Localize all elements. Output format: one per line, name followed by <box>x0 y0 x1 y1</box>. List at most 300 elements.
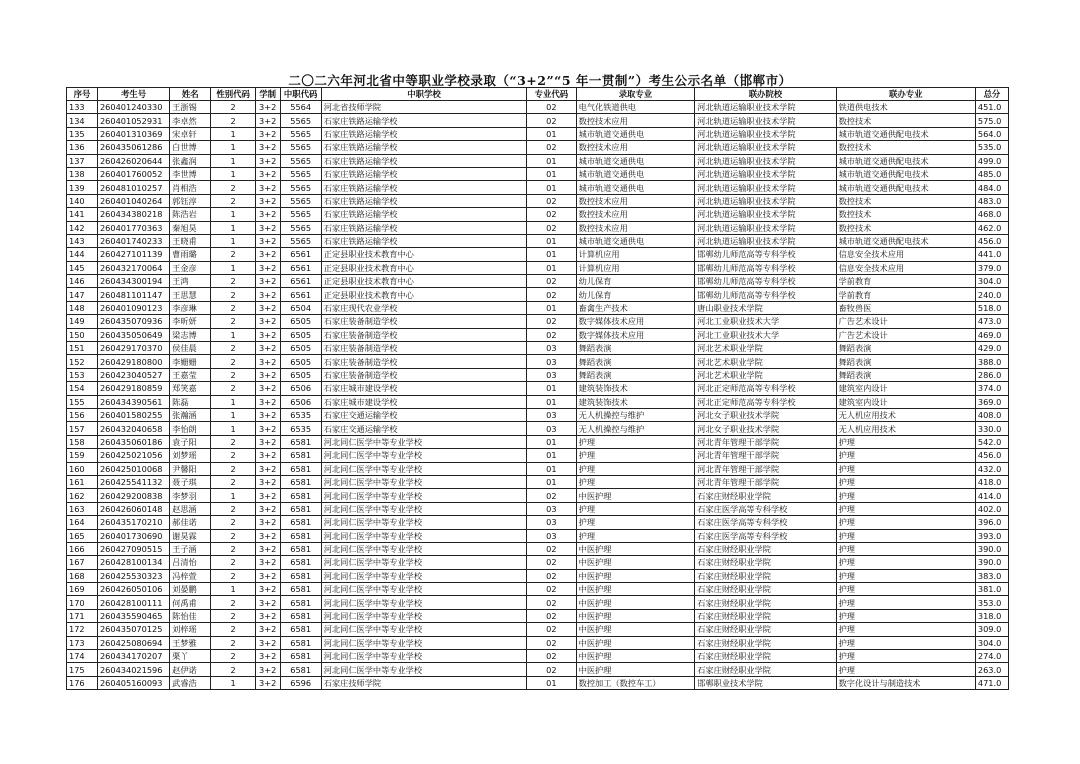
cell-partner-major: 舞蹈表演 <box>836 355 975 368</box>
cell-seq: 158 <box>67 435 98 448</box>
cell-seq: 136 <box>67 141 98 154</box>
cell-name: 李世博 <box>170 167 211 180</box>
cell-school-code: 5565 <box>280 114 321 127</box>
cell-major: 数控技术应用 <box>576 221 695 234</box>
cell-major: 电气化铁道供电 <box>576 101 695 114</box>
cell-gender-code: 1 <box>211 676 255 689</box>
cell-school: 石家庄装备制造学校 <box>321 368 526 381</box>
cell-major: 畜禽生产技术 <box>576 301 695 314</box>
cell-school-code: 6506 <box>280 395 321 408</box>
cell-major-code: 02 <box>527 194 577 207</box>
cell-name: 秦旭昊 <box>170 221 211 234</box>
cell-major-code: 01 <box>527 475 577 488</box>
cell-total-score: 396.0 <box>975 516 1008 529</box>
cell-total-score: 441.0 <box>975 248 1008 261</box>
cell-major-code: 01 <box>527 449 577 462</box>
cell-major-code: 02 <box>527 489 577 502</box>
cell-school-code: 6596 <box>280 676 321 689</box>
cell-major-code: 01 <box>527 248 577 261</box>
cell-exam-no: 260401760052 <box>97 167 169 180</box>
cell-seq: 153 <box>67 368 98 381</box>
cell-gender-code: 2 <box>211 529 255 542</box>
cell-partner-college: 邯郸幼儿师范高等专科学校 <box>695 275 836 288</box>
cell-gender-code: 2 <box>211 542 255 555</box>
cell-exam-no: 260435070125 <box>97 623 169 636</box>
cell-total-score: 518.0 <box>975 301 1008 314</box>
cell-partner-major: 广告艺术设计 <box>836 315 975 328</box>
cell-partner-college: 河北轨道运输职业技术学院 <box>695 114 836 127</box>
cell-major: 舞蹈表演 <box>576 355 695 368</box>
table-row <box>67 408 1009 421</box>
cell-seq: 174 <box>67 650 98 663</box>
table-row <box>67 114 1009 127</box>
cell-school-code: 6561 <box>280 248 321 261</box>
cell-total-score: 369.0 <box>975 395 1008 408</box>
table-row <box>67 275 1009 288</box>
cell-total-score: 575.0 <box>975 114 1008 127</box>
cell-partner-major: 护理 <box>836 542 975 555</box>
cell-name: 王晓甫 <box>170 234 211 247</box>
cell-program-length: 3+2 <box>255 208 280 221</box>
cell-school-code: 6505 <box>280 368 321 381</box>
cell-school-code: 5565 <box>280 167 321 180</box>
cell-seq: 139 <box>67 181 98 194</box>
cell-school: 河北同仁医学中等专业学校 <box>321 542 526 555</box>
cell-exam-no: 260401740233 <box>97 234 169 247</box>
col-header-name: 姓名 <box>170 88 211 101</box>
cell-name: 李卓然 <box>170 114 211 127</box>
cell-school-code: 5565 <box>280 127 321 140</box>
cell-major-code: 01 <box>527 127 577 140</box>
cell-seq: 150 <box>67 328 98 341</box>
col-header-total-score: 总分 <box>975 88 1008 101</box>
cell-partner-major: 护理 <box>836 516 975 529</box>
cell-exam-no: 260401730690 <box>97 529 169 542</box>
cell-program-length: 3+2 <box>255 623 280 636</box>
cell-partner-major: 建筑室内设计 <box>836 382 975 395</box>
cell-major: 建筑装饰技术 <box>576 395 695 408</box>
cell-major: 护理 <box>576 435 695 448</box>
cell-partner-major: 护理 <box>836 529 975 542</box>
cell-major: 中医护理 <box>576 583 695 596</box>
cell-total-score: 542.0 <box>975 435 1008 448</box>
cell-major: 舞蹈表演 <box>576 342 695 355</box>
cell-school: 河北同仁医学中等专业学校 <box>321 583 526 596</box>
cell-major: 护理 <box>576 502 695 515</box>
cell-seq: 151 <box>67 342 98 355</box>
cell-major: 护理 <box>576 449 695 462</box>
cell-partner-major: 护理 <box>836 623 975 636</box>
cell-major: 城市轨道交通供电 <box>576 181 695 194</box>
cell-major: 城市轨道交通供电 <box>576 127 695 140</box>
cell-program-length: 3+2 <box>255 234 280 247</box>
cell-major: 中医护理 <box>576 636 695 649</box>
cell-partner-college: 石家庄财经职业学院 <box>695 609 836 622</box>
table-row <box>67 234 1009 247</box>
cell-partner-major: 护理 <box>836 636 975 649</box>
cell-gender-code: 2 <box>211 650 255 663</box>
cell-name: 尹馨阳 <box>170 462 211 475</box>
cell-major: 护理 <box>576 475 695 488</box>
cell-name: 刘晏鹏 <box>170 583 211 596</box>
cell-program-length: 3+2 <box>255 449 280 462</box>
table-row <box>67 382 1009 395</box>
cell-partner-college: 石家庄财经职业学院 <box>695 650 836 663</box>
col-header-seq: 序号 <box>67 88 98 101</box>
cell-partner-major: 护理 <box>836 596 975 609</box>
cell-seq: 154 <box>67 382 98 395</box>
cell-gender-code: 2 <box>211 342 255 355</box>
cell-major-code: 01 <box>527 234 577 247</box>
cell-seq: 160 <box>67 462 98 475</box>
cell-partner-college: 石家庄医学高等专科学校 <box>695 529 836 542</box>
cell-school-code: 6505 <box>280 342 321 355</box>
cell-school: 石家庄铁路运输学校 <box>321 114 526 127</box>
cell-partner-college: 石家庄财经职业学院 <box>695 583 836 596</box>
cell-program-length: 3+2 <box>255 408 280 421</box>
cell-exam-no: 260429180800 <box>97 355 169 368</box>
cell-exam-no: 260427101139 <box>97 248 169 261</box>
cell-gender-code: 2 <box>211 435 255 448</box>
cell-partner-major: 无人机应用技术 <box>836 408 975 421</box>
cell-school: 河北同仁医学中等专业学校 <box>321 623 526 636</box>
cell-exam-no: 260429200838 <box>97 489 169 502</box>
cell-partner-college: 石家庄财经职业学院 <box>695 569 836 582</box>
cell-total-score: 484.0 <box>975 181 1008 194</box>
cell-partner-major: 城市轨道交通供配电技术 <box>836 154 975 167</box>
cell-program-length: 3+2 <box>255 342 280 355</box>
cell-partner-major: 数控技术 <box>836 114 975 127</box>
cell-name: 陈浩岩 <box>170 208 211 221</box>
cell-school-code: 6581 <box>280 596 321 609</box>
cell-program-length: 3+2 <box>255 194 280 207</box>
cell-major-code: 01 <box>527 435 577 448</box>
cell-partner-major: 城市轨道交通供配电技术 <box>836 127 975 140</box>
table-row <box>67 475 1009 488</box>
cell-gender-code: 1 <box>211 489 255 502</box>
cell-gender-code: 1 <box>211 408 255 421</box>
col-header-major: 录取专业 <box>576 88 695 101</box>
cell-gender-code: 2 <box>211 556 255 569</box>
cell-gender-code: 1 <box>211 395 255 408</box>
cell-gender-code: 2 <box>211 248 255 261</box>
cell-partner-major: 畜牧兽医 <box>836 301 975 314</box>
cell-total-score: 469.0 <box>975 328 1008 341</box>
cell-partner-major: 数控技术 <box>836 194 975 207</box>
cell-school-code: 6561 <box>280 288 321 301</box>
table-row <box>67 154 1009 167</box>
cell-total-score: 309.0 <box>975 623 1008 636</box>
cell-name: 王金彦 <box>170 261 211 274</box>
cell-program-length: 3+2 <box>255 529 280 542</box>
cell-total-score: 274.0 <box>975 650 1008 663</box>
col-header-program-length: 学制 <box>255 88 280 101</box>
cell-gender-code: 2 <box>211 502 255 515</box>
cell-gender-code: 2 <box>211 462 255 475</box>
cell-partner-major: 护理 <box>836 583 975 596</box>
cell-exam-no: 260425080694 <box>97 636 169 649</box>
cell-total-score: 304.0 <box>975 275 1008 288</box>
cell-partner-college: 河北工业职业技术大学 <box>695 315 836 328</box>
cell-program-length: 3+2 <box>255 127 280 140</box>
cell-program-length: 3+2 <box>255 422 280 435</box>
cell-program-length: 3+2 <box>255 328 280 341</box>
cell-name: 肖相浩 <box>170 181 211 194</box>
cell-school: 石家庄铁路运输学校 <box>321 154 526 167</box>
table-row <box>67 489 1009 502</box>
table-row <box>67 221 1009 234</box>
cell-name: 李怡朗 <box>170 422 211 435</box>
cell-major: 中医护理 <box>576 596 695 609</box>
cell-partner-major: 信息安全技术应用 <box>836 261 975 274</box>
cell-partner-college: 邯郸幼儿师范高等专科学校 <box>695 288 836 301</box>
cell-seq: 165 <box>67 529 98 542</box>
cell-major: 数字媒体技术应用 <box>576 315 695 328</box>
cell-exam-no: 260434380218 <box>97 208 169 221</box>
cell-partner-college: 河北艺术职业学院 <box>695 368 836 381</box>
cell-school: 石家庄装备制造学校 <box>321 315 526 328</box>
cell-exam-no: 260428100111 <box>97 596 169 609</box>
cell-major: 护理 <box>576 529 695 542</box>
cell-seq: 172 <box>67 623 98 636</box>
cell-partner-major: 广告艺术设计 <box>836 328 975 341</box>
table-row <box>67 395 1009 408</box>
cell-major: 中医护理 <box>576 609 695 622</box>
col-header-school: 中职学校 <box>321 88 526 101</box>
cell-school-code: 5565 <box>280 221 321 234</box>
cell-partner-major: 数控技术 <box>836 221 975 234</box>
cell-name: 聂子琪 <box>170 475 211 488</box>
cell-name: 李姗姗 <box>170 355 211 368</box>
cell-exam-no: 260423040527 <box>97 368 169 381</box>
table-row <box>67 422 1009 435</box>
cell-major: 中医护理 <box>576 556 695 569</box>
cell-partner-college: 河北轨道运输职业技术学院 <box>695 167 836 180</box>
cell-exam-no: 260434170207 <box>97 650 169 663</box>
cell-school: 正定县职业技术教育中心 <box>321 248 526 261</box>
cell-major-code: 01 <box>527 462 577 475</box>
cell-program-length: 3+2 <box>255 583 280 596</box>
cell-gender-code: 1 <box>211 208 255 221</box>
cell-major: 数控技术应用 <box>576 194 695 207</box>
cell-seq: 171 <box>67 609 98 622</box>
table-row <box>67 569 1009 582</box>
col-header-school-code: 中职代码 <box>280 88 321 101</box>
cell-major-code: 01 <box>527 261 577 274</box>
cell-program-length: 3+2 <box>255 167 280 180</box>
cell-partner-college: 河北青年管理干部学院 <box>695 449 836 462</box>
table-row <box>67 650 1009 663</box>
cell-school-code: 6581 <box>280 583 321 596</box>
cell-program-length: 3+2 <box>255 542 280 555</box>
cell-exam-no: 260432170064 <box>97 261 169 274</box>
cell-seq: 148 <box>67 301 98 314</box>
cell-school: 河北同仁医学中等专业学校 <box>321 529 526 542</box>
cell-seq: 169 <box>67 583 98 596</box>
cell-program-length: 3+2 <box>255 301 280 314</box>
cell-partner-major: 护理 <box>836 449 975 462</box>
cell-program-length: 3+2 <box>255 516 280 529</box>
cell-gender-code: 2 <box>211 569 255 582</box>
cell-partner-major: 数控技术 <box>836 141 975 154</box>
cell-school: 石家庄铁路运输学校 <box>321 208 526 221</box>
table-row <box>67 516 1009 529</box>
cell-exam-no: 260432040658 <box>97 422 169 435</box>
cell-exam-no: 260427090515 <box>97 542 169 555</box>
cell-major: 舞蹈表演 <box>576 368 695 381</box>
table-row <box>67 596 1009 609</box>
cell-school-code: 5565 <box>280 234 321 247</box>
cell-partner-major: 建筑室内设计 <box>836 395 975 408</box>
cell-school: 河北同仁医学中等专业学校 <box>321 636 526 649</box>
cell-partner-college: 河北轨道运输职业技术学院 <box>695 208 836 221</box>
cell-name: 李梦羽 <box>170 489 211 502</box>
cell-exam-no: 260435060186 <box>97 435 169 448</box>
cell-name: 栗丫 <box>170 650 211 663</box>
cell-major-code: 02 <box>527 208 577 221</box>
cell-total-score: 462.0 <box>975 221 1008 234</box>
cell-seq: 152 <box>67 355 98 368</box>
cell-partner-college: 河北轨道运输职业技术学院 <box>695 221 836 234</box>
cell-partner-major: 护理 <box>836 569 975 582</box>
cell-major-code: 02 <box>527 141 577 154</box>
cell-name: 王子涵 <box>170 542 211 555</box>
cell-partner-major: 护理 <box>836 609 975 622</box>
cell-school-code: 6561 <box>280 275 321 288</box>
cell-school-code: 6535 <box>280 408 321 421</box>
cell-exam-no: 260401090123 <box>97 301 169 314</box>
cell-exam-no: 260435590465 <box>97 609 169 622</box>
cell-major-code: 02 <box>527 221 577 234</box>
col-header-partner-college: 联办院校 <box>695 88 836 101</box>
cell-partner-major: 学前教育 <box>836 275 975 288</box>
cell-seq: 137 <box>67 154 98 167</box>
cell-major-code: 03 <box>527 529 577 542</box>
cell-program-length: 3+2 <box>255 368 280 381</box>
cell-major: 无人机操控与维护 <box>576 408 695 421</box>
cell-gender-code: 1 <box>211 221 255 234</box>
cell-school: 石家庄现代农业学校 <box>321 301 526 314</box>
cell-seq: 149 <box>67 315 98 328</box>
table-row <box>67 355 1009 368</box>
cell-total-score: 390.0 <box>975 556 1008 569</box>
cell-school: 河北同仁医学中等专业学校 <box>321 462 526 475</box>
cell-school-code: 6581 <box>280 650 321 663</box>
cell-program-length: 3+2 <box>255 248 280 261</box>
cell-school-code: 6505 <box>280 355 321 368</box>
cell-school: 石家庄技师学院 <box>321 676 526 689</box>
cell-name: 吕清怡 <box>170 556 211 569</box>
cell-total-score: 318.0 <box>975 609 1008 622</box>
table-row <box>67 181 1009 194</box>
cell-gender-code: 1 <box>211 167 255 180</box>
table-row <box>67 542 1009 555</box>
cell-school: 石家庄城市建设学校 <box>321 395 526 408</box>
cell-school: 石家庄装备制造学校 <box>321 328 526 341</box>
cell-name: 王嘉莹 <box>170 368 211 381</box>
cell-seq: 170 <box>67 596 98 609</box>
cell-seq: 162 <box>67 489 98 502</box>
cell-exam-no: 260426050106 <box>97 583 169 596</box>
cell-major-code: 02 <box>527 114 577 127</box>
cell-exam-no: 260425021056 <box>97 449 169 462</box>
cell-total-score: 402.0 <box>975 502 1008 515</box>
cell-gender-code: 2 <box>211 315 255 328</box>
cell-school-code: 6581 <box>280 609 321 622</box>
cell-total-score: 304.0 <box>975 636 1008 649</box>
cell-major-code: 02 <box>527 556 577 569</box>
cell-gender-code: 1 <box>211 583 255 596</box>
cell-name: 刘梓瑶 <box>170 623 211 636</box>
cell-seq: 176 <box>67 676 98 689</box>
cell-total-score: 499.0 <box>975 154 1008 167</box>
cell-program-length: 3+2 <box>255 315 280 328</box>
cell-gender-code: 2 <box>211 368 255 381</box>
cell-school: 河北同仁医学中等专业学校 <box>321 449 526 462</box>
cell-total-score: 432.0 <box>975 462 1008 475</box>
cell-major-code: 02 <box>527 650 577 663</box>
cell-school: 河北同仁医学中等专业学校 <box>321 435 526 448</box>
cell-gender-code: 1 <box>211 141 255 154</box>
cell-major-code: 03 <box>527 408 577 421</box>
cell-school: 河北同仁医学中等专业学校 <box>321 556 526 569</box>
cell-exam-no: 260426060148 <box>97 502 169 515</box>
cell-program-length: 3+2 <box>255 288 280 301</box>
cell-partner-major: 信息安全技术应用 <box>836 248 975 261</box>
cell-seq: 134 <box>67 114 98 127</box>
cell-total-score: 468.0 <box>975 208 1008 221</box>
cell-partner-college: 邯郸幼儿师范高等专科学校 <box>695 248 836 261</box>
cell-gender-code: 2 <box>211 596 255 609</box>
table-row <box>67 636 1009 649</box>
cell-school-code: 6581 <box>280 516 321 529</box>
cell-seq: 147 <box>67 288 98 301</box>
cell-exam-no: 260429170370 <box>97 342 169 355</box>
cell-partner-college: 石家庄财经职业学院 <box>695 542 836 555</box>
cell-total-score: 429.0 <box>975 342 1008 355</box>
cell-school: 石家庄铁路运输学校 <box>321 221 526 234</box>
cell-partner-college: 石家庄财经职业学院 <box>695 663 836 676</box>
cell-total-score: 263.0 <box>975 663 1008 676</box>
cell-total-score: 418.0 <box>975 475 1008 488</box>
cell-program-length: 3+2 <box>255 475 280 488</box>
table-row <box>67 462 1009 475</box>
cell-partner-college: 河北轨道运输职业技术学院 <box>695 234 836 247</box>
cell-total-score: 353.0 <box>975 596 1008 609</box>
cell-gender-code: 1 <box>211 328 255 341</box>
cell-name: 赵思涵 <box>170 502 211 515</box>
cell-school-code: 6581 <box>280 636 321 649</box>
table-row <box>67 288 1009 301</box>
cell-seq: 157 <box>67 422 98 435</box>
cell-name: 冯梓萱 <box>170 569 211 582</box>
cell-major-code: 02 <box>527 569 577 582</box>
cell-exam-no: 260401580255 <box>97 408 169 421</box>
cell-program-length: 3+2 <box>255 650 280 663</box>
cell-gender-code: 2 <box>211 355 255 368</box>
cell-name: 王梦雅 <box>170 636 211 649</box>
cell-partner-major: 城市轨道交通供配电技术 <box>836 234 975 247</box>
cell-seq: 140 <box>67 194 98 207</box>
cell-school-code: 6505 <box>280 328 321 341</box>
cell-major: 建筑装饰技术 <box>576 382 695 395</box>
cell-partner-college: 石家庄财经职业学院 <box>695 489 836 502</box>
cell-name: 谢昊霖 <box>170 529 211 542</box>
cell-program-length: 3+2 <box>255 636 280 649</box>
cell-exam-no: 260426020644 <box>97 154 169 167</box>
cell-school: 正定县职业技术教育中心 <box>321 288 526 301</box>
cell-major-code: 02 <box>527 583 577 596</box>
